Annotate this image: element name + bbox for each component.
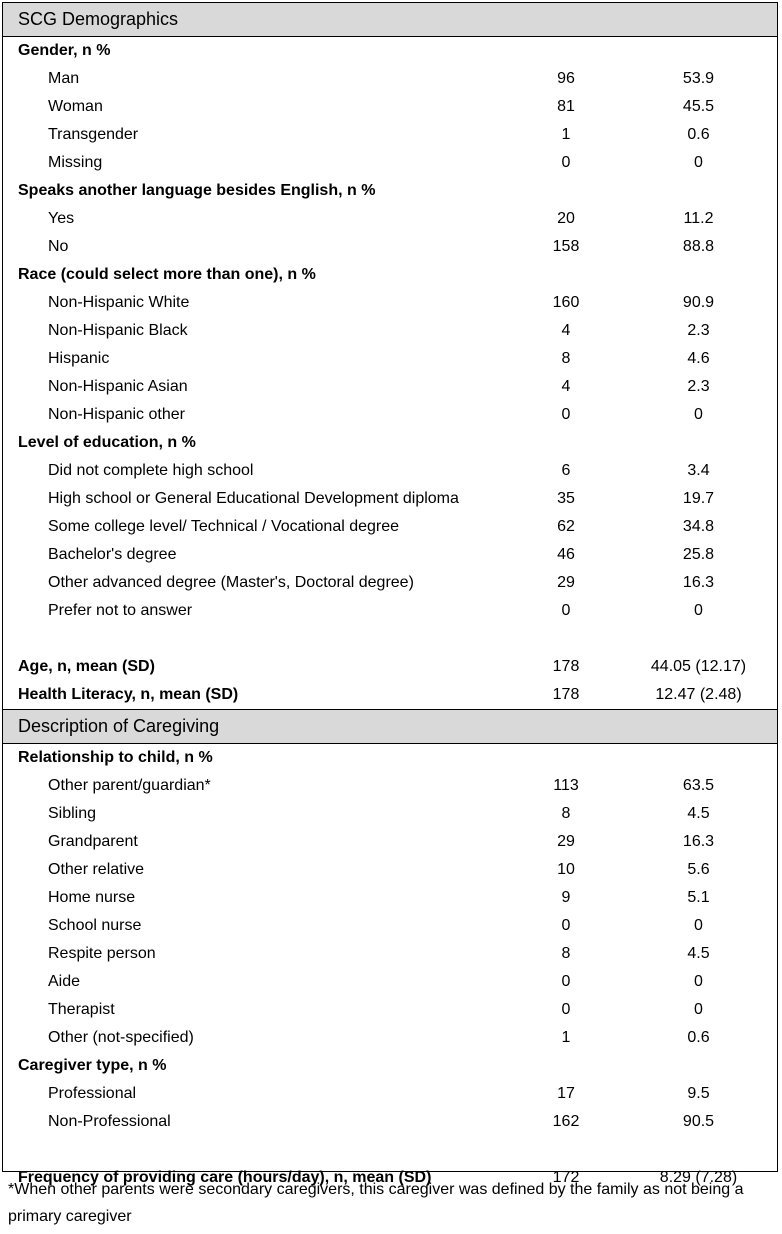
row-label: Age, n, mean (SD) [18, 658, 155, 675]
value-cell: 90.5 [682, 1113, 715, 1130]
row-label: Other relative [48, 861, 145, 878]
count-cell: 0 [561, 406, 571, 423]
count-cell: 46 [557, 546, 575, 563]
count-cell: 96 [557, 70, 575, 87]
row-label: School nurse [48, 917, 142, 934]
table-row [3, 800, 777, 828]
section-header-demographics [3, 3, 777, 37]
row-label: Yes [48, 210, 75, 227]
table-row [3, 233, 777, 261]
row-label: Non-Hispanic Asian [48, 378, 188, 395]
row-label: Respite person [48, 945, 156, 962]
table-row [3, 93, 777, 121]
row-label: Some college level/ Technical / Vocational degree [48, 518, 400, 535]
demographics-table [2, 2, 778, 1186]
table-row [3, 121, 777, 149]
category-header-row [3, 744, 777, 772]
value-cell: 0 [694, 973, 703, 990]
count-cell: 29 [557, 574, 575, 591]
value-cell: 4.6 [687, 350, 710, 367]
row-label: Non-Hispanic Black [48, 322, 188, 339]
row-label: Did not complete high school [48, 462, 254, 479]
count-cell: 0 [561, 1001, 571, 1018]
row-label: Therapist [48, 1001, 115, 1018]
row-label: Speaks another language besides English, n % [18, 182, 376, 199]
count-cell: 62 [557, 518, 575, 535]
row-label: Health Literacy, n, mean (SD) [18, 686, 239, 703]
row-label: Missing [48, 154, 103, 171]
spacer-row [3, 1136, 777, 1164]
table-row [3, 373, 777, 401]
count-cell: 0 [561, 973, 571, 990]
row-label: Level of education, n % [18, 434, 196, 451]
row-label: Other parent/guardian* [48, 777, 211, 794]
row-label: Non-Hispanic White [48, 294, 190, 311]
row-label: Transgender [48, 126, 139, 143]
table-row [3, 289, 777, 317]
value-cell: 9.5 [687, 1085, 710, 1102]
table-row [3, 65, 777, 93]
value-cell: 3.4 [687, 462, 710, 479]
table-row [3, 912, 777, 940]
table-row [3, 345, 777, 373]
row-label: Relationship to child, n % [18, 749, 213, 766]
table-row [3, 149, 777, 177]
category-header-row [3, 429, 777, 457]
count-cell: 172 [552, 1169, 580, 1186]
row-label: High school or General Educational Development diploma [48, 490, 459, 507]
count-cell: 6 [561, 462, 571, 479]
count-cell: 9 [561, 889, 571, 906]
value-cell: 25.8 [682, 546, 715, 563]
table-row [3, 485, 777, 513]
table-row [3, 653, 777, 681]
value-cell: 4.5 [687, 805, 710, 822]
count-cell: 4 [561, 322, 571, 339]
row-label: Bachelor's degree [48, 546, 177, 563]
table-row [3, 401, 777, 429]
count-cell: 8 [561, 350, 571, 367]
row-label: Aide [48, 973, 81, 990]
table-row [3, 856, 777, 884]
count-cell: 160 [552, 294, 580, 311]
count-cell: 20 [557, 210, 575, 227]
row-label: Caregiver type, n % [18, 1057, 167, 1074]
category-header-row [3, 261, 777, 289]
row-label: Grandparent [48, 833, 138, 850]
count-cell: 158 [552, 238, 580, 255]
value-cell: 0.6 [687, 1029, 710, 1046]
value-cell: 34.8 [682, 518, 715, 535]
table-row [3, 541, 777, 569]
value-cell: 2.3 [687, 322, 710, 339]
table-row [3, 1080, 777, 1108]
count-cell: 162 [552, 1113, 580, 1130]
count-cell: 0 [561, 917, 571, 934]
value-cell: 19.7 [682, 490, 715, 507]
category-header-row [3, 37, 777, 65]
value-cell: 8.29 (7.28) [659, 1169, 738, 1186]
value-cell: 5.1 [687, 889, 710, 906]
count-cell: 178 [552, 686, 580, 703]
row-label: Non-Hispanic other [48, 406, 185, 423]
count-cell: 17 [557, 1085, 575, 1102]
row-label: Prefer not to answer [48, 602, 193, 619]
category-header-row [3, 1052, 777, 1080]
table-row [3, 996, 777, 1024]
value-cell: 0 [694, 1001, 703, 1018]
value-cell: 16.3 [682, 574, 715, 591]
table-footnote: *When other parents were secondary caregivers, this caregiver was defined by the family as not being a primary caregiver [8, 1181, 744, 1225]
count-cell: 0 [561, 602, 571, 619]
value-cell: 0.6 [687, 126, 710, 143]
value-cell: 5.6 [687, 861, 710, 878]
row-label: Frequency of providing care (hours/day), n, mean (SD) [18, 1169, 432, 1186]
section-title: SCG Demographics [18, 9, 179, 29]
section-header-caregiving [3, 709, 777, 744]
value-cell: 0 [694, 154, 703, 171]
value-cell: 4.5 [687, 945, 710, 962]
value-cell: 12.47 (2.48) [655, 686, 742, 703]
value-cell: 53.9 [682, 70, 715, 87]
value-cell: 2.3 [687, 378, 710, 395]
count-cell: 0 [561, 154, 571, 171]
section-title: Description of Caregiving [18, 716, 220, 736]
row-label: Gender, n % [18, 42, 111, 59]
count-cell: 113 [553, 777, 579, 794]
table-row [3, 968, 777, 996]
value-cell: 90.9 [682, 294, 715, 311]
count-cell: 4 [561, 378, 571, 395]
demographics-rows [3, 37, 777, 709]
row-label: Professional [48, 1085, 137, 1102]
count-cell: 10 [557, 861, 575, 878]
count-cell: 1 [561, 1029, 571, 1046]
table-row [3, 205, 777, 233]
value-cell: 16.3 [682, 833, 715, 850]
row-label: Non-Professional [48, 1113, 171, 1130]
table-row [3, 597, 777, 625]
value-cell: 0 [694, 406, 703, 423]
table-row [3, 828, 777, 856]
table-row [3, 1108, 777, 1136]
table-row [3, 513, 777, 541]
row-label: Other (not-specified) [48, 1029, 194, 1046]
value-cell: 11.2 [683, 210, 714, 227]
row-label: No [48, 238, 69, 255]
count-cell: 8 [561, 805, 571, 822]
table-row [3, 1024, 777, 1052]
table-row [3, 569, 777, 597]
row-label: Man [48, 70, 80, 87]
count-cell: 178 [552, 658, 580, 675]
value-cell: 44.05 (12.17) [650, 658, 747, 675]
table-row [3, 940, 777, 968]
spacer-row [3, 625, 777, 653]
count-cell: 35 [557, 490, 575, 507]
count-cell: 1 [561, 126, 571, 143]
table-row [3, 457, 777, 485]
count-cell: 81 [557, 98, 575, 115]
table-row [3, 317, 777, 345]
count-cell: 8 [561, 945, 571, 962]
value-cell: 45.5 [682, 98, 715, 115]
row-label: Hispanic [48, 350, 110, 367]
row-label: Sibling [48, 805, 97, 822]
row-label: Race (could select more than one), n % [18, 266, 316, 283]
category-header-row [3, 177, 777, 205]
row-label: Other advanced degree (Master's, Doctoral degree) [48, 574, 414, 591]
count-cell: 29 [557, 833, 575, 850]
caregiving-rows [3, 744, 777, 1192]
value-cell: 88.8 [682, 238, 715, 255]
table-row [3, 681, 777, 709]
value-cell: 0 [694, 602, 703, 619]
table-row [3, 772, 777, 800]
value-cell: 0 [694, 917, 703, 934]
row-label: Home nurse [48, 889, 136, 906]
value-cell: 63.5 [682, 777, 715, 794]
row-label: Woman [48, 98, 103, 115]
table-row [3, 884, 777, 912]
